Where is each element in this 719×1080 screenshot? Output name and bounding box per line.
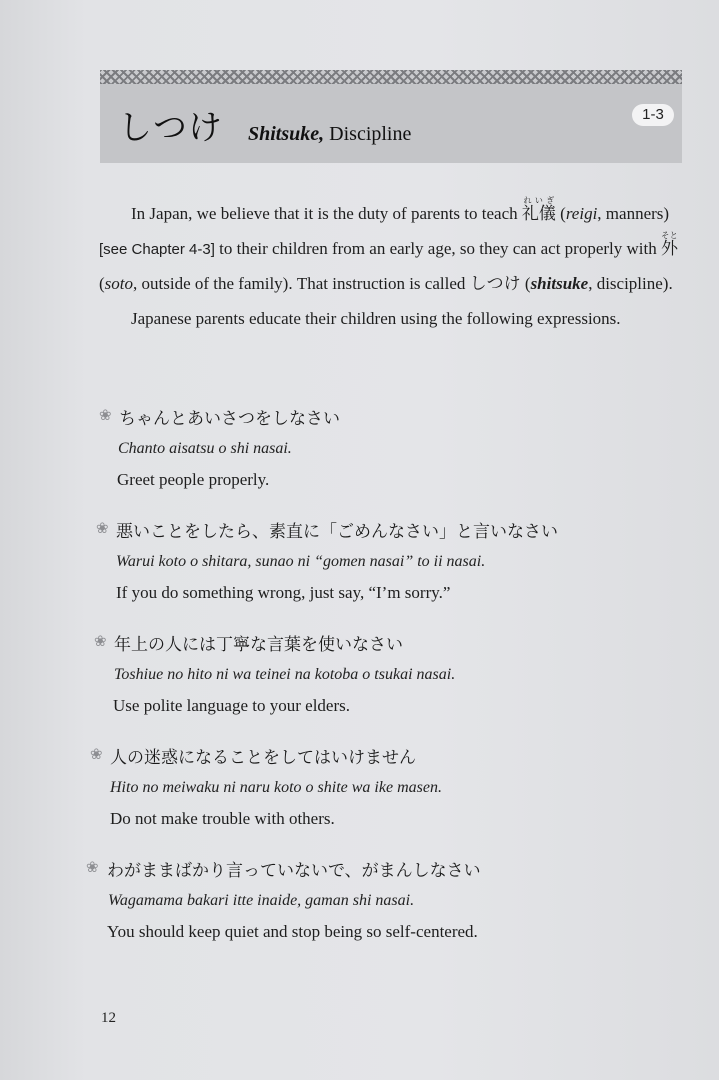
expression-romaji: Warui koto o shitara, sunao ni “gomen nasai” to ii nasai. — [116, 553, 486, 570]
expression-romaji: Hito no meiwaku ni naru koto o shite wa ike masen. — [110, 779, 442, 796]
section-title-japanese: しつけ — [118, 108, 223, 148]
text-run: , outside of the family). That instruction is called — [133, 274, 470, 293]
text-run: to their children from an early age, so they can act properly with — [214, 238, 661, 258]
flower-icon: ❀ — [96, 519, 109, 537]
shitsuke-term: しつけ — [469, 274, 521, 294]
kanji-text: 礼儀 — [521, 204, 556, 224]
text-run: ( — [99, 274, 105, 293]
title-english-word: Discipline — [324, 123, 412, 145]
text-run: ( — [555, 204, 566, 223]
expression-romaji: Toshiue no hito ni wa teinei na kotoba o tsukai nasai. — [114, 666, 456, 683]
expression-japanese: 年上の人には丁寧な言葉を使いなさい — [114, 635, 403, 655]
expression-japanese: 悪いことをしたら、素直に「ごめんなさい」と言いなさい — [116, 522, 558, 542]
intro-text — [99, 196, 689, 336]
flower-icon: ❀ — [94, 632, 107, 650]
furigana: れいぎ — [521, 196, 556, 205]
chapter-reference: [see Chapter 4-3] — [99, 240, 215, 258]
expression-english: Greet people properly. — [117, 470, 270, 489]
expression-romaji: Chanto aisatsu o shi nasai. — [118, 440, 292, 457]
section-header — [100, 70, 682, 163]
expression-english: Do not make trouble with others. — [110, 809, 335, 828]
header-band — [100, 84, 682, 163]
section-number-badge: 1-3 — [632, 104, 674, 126]
text-run: , discipline). — [588, 274, 673, 293]
romaji-term: soto — [104, 274, 134, 293]
expression-english: Use polite language to your elders. — [113, 696, 350, 715]
text-run: , manners) — [597, 204, 670, 223]
soto-kanji — [661, 230, 678, 259]
page-number: 12 — [101, 1010, 116, 1026]
expression-japanese: わがままばかり言っていないで、がまんしなさい — [107, 861, 481, 881]
expression-japanese: ちゃんとあいさつをしなさい — [119, 409, 340, 429]
flower-icon: ❀ — [99, 406, 112, 424]
romaji-term: reigi — [565, 204, 598, 223]
flower-icon: ❀ — [86, 858, 99, 876]
kanji-text: 外 — [661, 238, 678, 259]
romaji-term: shitsuke — [530, 274, 589, 293]
title-romaji-word: Shitsuke, — [248, 123, 325, 145]
section-title-romaji — [248, 122, 411, 146]
furigana: そと — [661, 230, 678, 240]
flower-icon: ❀ — [90, 745, 103, 763]
reigi-kanji — [521, 196, 556, 224]
text-run: In Japan, we believe that it is the duty of parents to teach — [131, 204, 522, 223]
decorative-pattern-strip — [100, 70, 682, 84]
expression-english: You should keep quiet and stop being so self-centered. — [107, 922, 478, 941]
intro-paragraph-2: Japanese parents educate their children using the following expressions. — [131, 308, 621, 328]
expression-romaji: Wagamama bakari itte inaide, gaman shi nasai. — [108, 892, 415, 909]
expression-english: If you do something wrong, just say, “I’m sorry.” — [116, 583, 451, 602]
intro-paragraph-1 — [99, 196, 689, 302]
expression-japanese: 人の迷惑になることをしてはいけません — [110, 748, 416, 768]
text-run: ( — [520, 274, 531, 293]
